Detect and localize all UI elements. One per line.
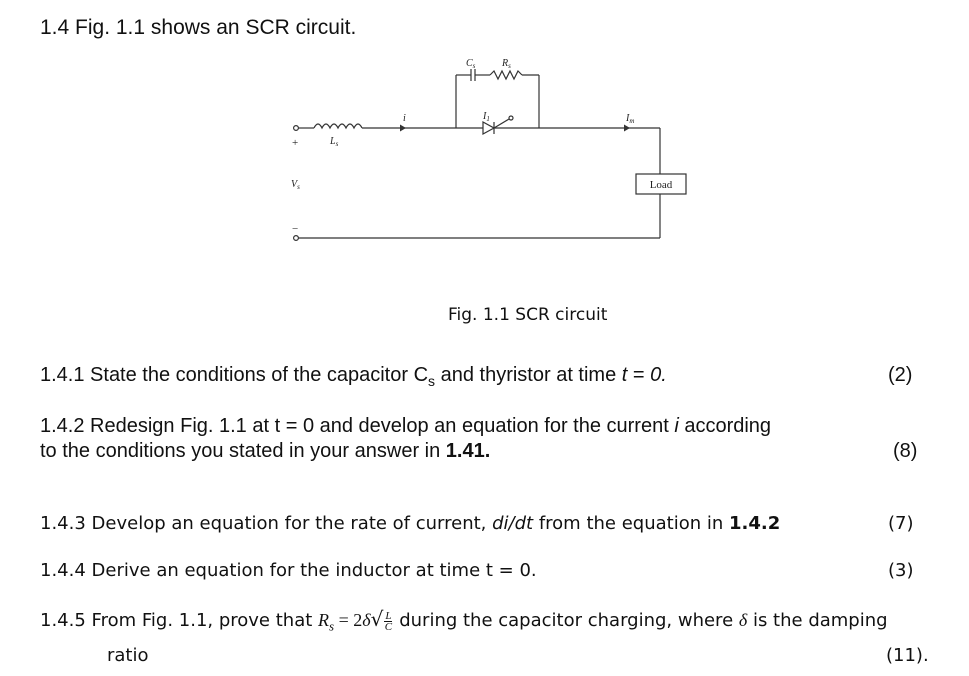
- label-im: $I_m$: [626, 113, 635, 125]
- question-number: 1.4.4: [40, 560, 86, 581]
- question-1-4-5: 1.4.5 From Fig. 1.1, prove that $R_s = 2\delta√$ $\frac{L}{C}$ during the capacitor charging, where δ is the damping: [40, 607, 888, 634]
- thyristor-triangle: [483, 122, 494, 134]
- fraction-l-over-c: $\frac{L}{C}$: [384, 609, 393, 633]
- marks-1-4-1: (2): [888, 364, 913, 386]
- positive-terminal: [294, 126, 299, 131]
- load-label: Load: [649, 179, 673, 191]
- question-1-4-5-line2: ratio: [107, 645, 149, 666]
- question-1-4-4: 1.4.4 Derive an equation for the inductor at time t = 0.: [40, 560, 537, 581]
- label-cs: $C_s$: [466, 58, 476, 70]
- question-1-4-2: 1.4.2 Redesign Fig. 1.1 at t = 0 and develop an equation for the current i according: [40, 415, 772, 437]
- negative-terminal: [294, 236, 299, 241]
- inductor-ls: [314, 124, 362, 128]
- resistor-rs: [490, 71, 522, 79]
- marks-1-4-3: (7): [888, 513, 914, 534]
- sqrt-symbol: √: [370, 607, 384, 631]
- label-i: i: [403, 113, 406, 124]
- marks-1-4-4: (3): [888, 560, 914, 581]
- thyristor-gate-terminal: [509, 116, 513, 120]
- label-ls: $L_s$: [330, 136, 339, 148]
- label-vs: $V_s$: [291, 179, 300, 191]
- question-number: 1.4.5: [40, 610, 86, 631]
- question-1-4-3: 1.4.3 Develop an equation for the rate of current, di/dt from the equation in 1.4.2: [40, 513, 781, 534]
- label-plus: +: [292, 137, 299, 149]
- question-1-4-2-line2: to the conditions you stated in your answer in 1.41.: [40, 440, 491, 462]
- question-number: 1.4.2: [40, 415, 85, 437]
- marks-1-4-5: (11).: [886, 645, 929, 666]
- current-arrow-im: [624, 125, 630, 132]
- scr-circuit-diagram: [0, 0, 969, 300]
- label-i1: $I_1$: [483, 111, 490, 123]
- label-rs: $R_s$: [502, 58, 511, 70]
- current-arrow-i: [400, 125, 406, 132]
- formula-rs: R: [318, 610, 330, 630]
- question-1-4-1: 1.4.1 State the conditions of the capacitor $C_s$ and thyristor at time t = 0.: [40, 364, 667, 389]
- question-number: 1.4.3: [40, 513, 86, 534]
- marks-1-4-2: (8): [893, 440, 918, 462]
- label-minus: −: [292, 223, 299, 235]
- section-heading: 1.4 Fig. 1.1 shows an SCR circuit.: [40, 16, 357, 39]
- question-number: 1.4.1: [40, 364, 85, 386]
- figure-caption: Fig. 1.1 SCR circuit: [448, 305, 608, 325]
